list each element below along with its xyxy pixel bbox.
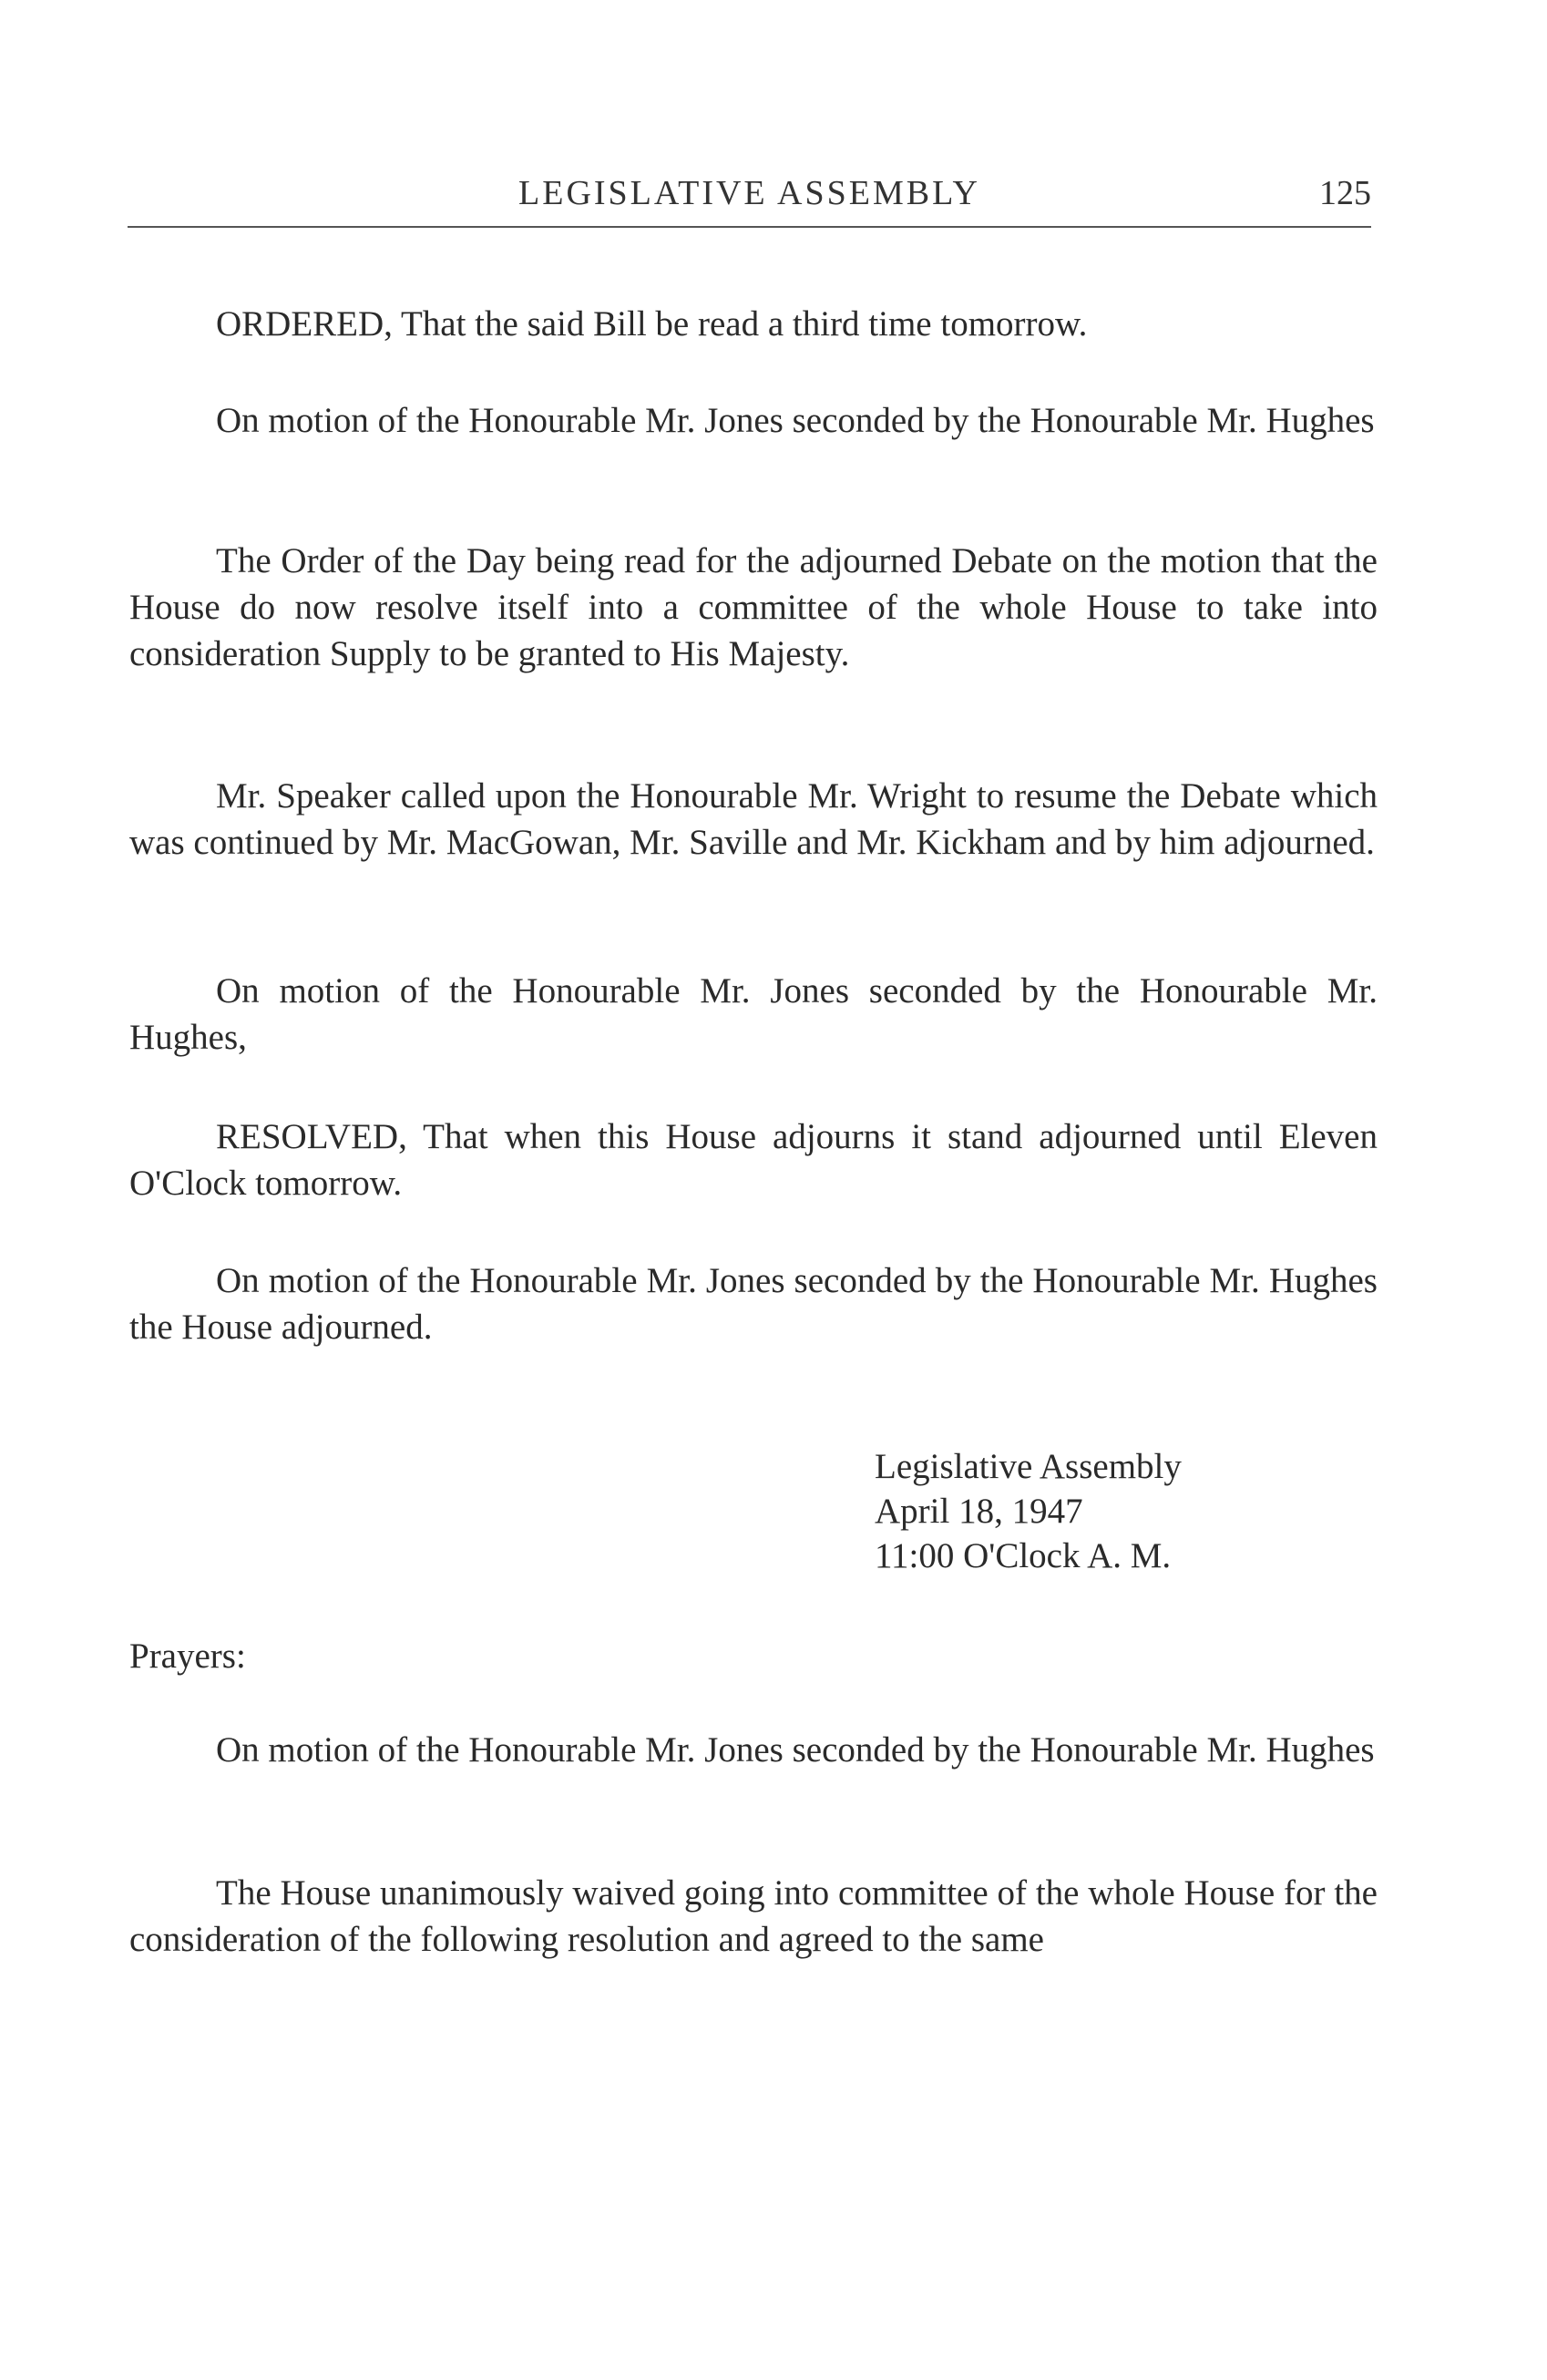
- paragraph-speaker: Mr. Speaker called upon the Honourable Mr. Wright to resume the Debate which was continued by Mr. MacGowan, Mr. Saville and Mr. Kickham and by him adjourned.: [129, 776, 1378, 862]
- dateline-date: April 18, 1947: [875, 1492, 1083, 1531]
- prayers-heading: Prayers:: [129, 1636, 246, 1676]
- paragraph-order-of-day: The Order of the Day being read for the adjourned Debate on the motion that the House do now resolve itself into a committee of the whole House to take into consideration Supply to be granted to His Majesty.: [129, 541, 1378, 673]
- dateline-assembly: Legislative Assembly: [875, 1447, 1182, 1486]
- paragraph-motion-2: On motion of the Honourable Mr. Jones seconded by the Honourable Mr. Hughes,: [129, 971, 1378, 1057]
- header-rule: [128, 226, 1371, 228]
- paragraph-motion-3: On motion of the Honourable Mr. Jones seconded by the Honourable Mr. Hughes the House adjourned.: [129, 1261, 1378, 1347]
- paragraph-motion-1: On motion of the Honourable Mr. Jones seconded by the Honourable Mr. Hughes: [216, 401, 1375, 440]
- dateline: [875, 1444, 1182, 1578]
- paragraph-resolved: RESOLVED, That when this House adjourns it stand adjourned until Eleven O'Clock tomorrow.: [129, 1117, 1378, 1203]
- page-header: [128, 164, 1371, 228]
- paragraph-ordered: ORDERED, That the said Bill be read a third time tomorrow.: [216, 304, 1088, 344]
- running-title: LEGISLATIVE ASSEMBLY: [518, 174, 980, 212]
- paragraph-waived: The House unanimously waived going into committee of the whole House for the consideration of the following resolution and agreed to the same: [129, 1873, 1378, 1959]
- dateline-time: 11:00 O'Clock A. M.: [875, 1536, 1172, 1575]
- paragraph-motion-4: On motion of the Honourable Mr. Jones seconded by the Honourable Mr. Hughes: [216, 1730, 1375, 1770]
- page-number: 125: [1319, 174, 1371, 212]
